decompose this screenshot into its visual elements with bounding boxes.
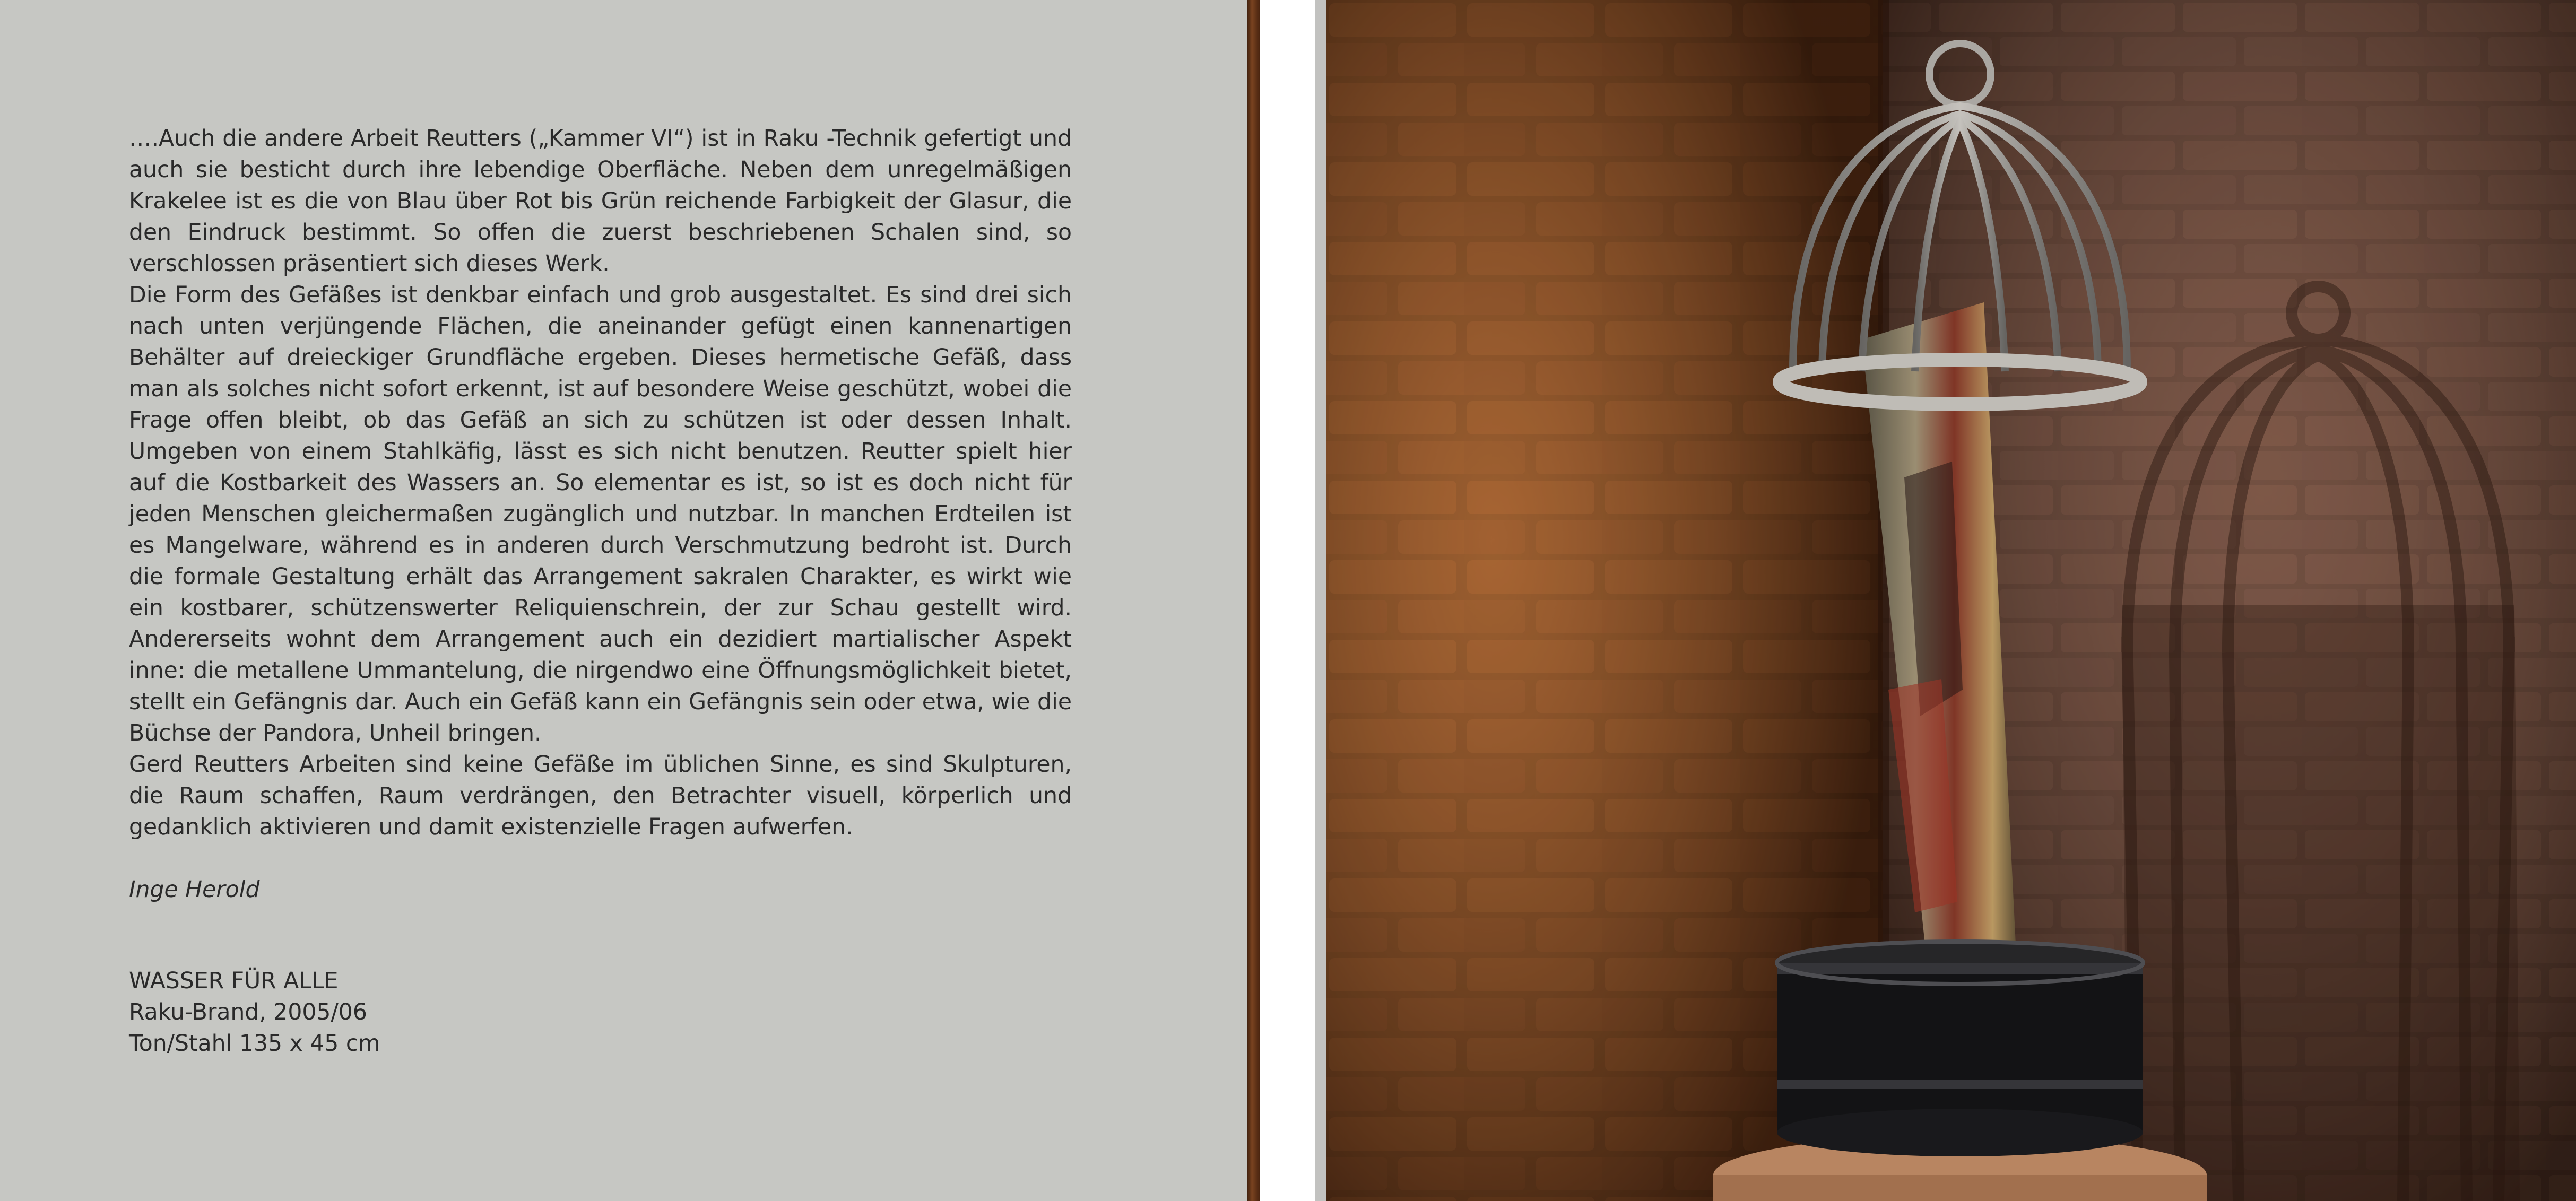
paragraph-1: ….Auch die andere Arbeit Reutters („Kammer VI“) ist in Raku -Technik gefertigt und auch sie besticht durch ihre lebendige Oberfläche. Neben dem unregelmäßigen Krakelee ist es die von Blau über Rot bis Grün reichende Farbigkeit der Glasur, die den Eindruck bestimmt. So offen die zuerst beschriebenen Schalen sind, so verschlossen präsentiert sich dieses Werk.: [129, 126, 1072, 277]
artwork-material-size: Ton/Stahl 135 x 45 cm: [129, 1031, 380, 1057]
paragraph-2: Die Form des Gefäßes ist denkbar einfach und grob ausgestaltet. Es sind drei sich nach unten verjüngende Flächen, die aneinander gefügt einen kannenartigen Behälter auf dreieckiger Grundfläche ergeben. Dieses hermetische Gefäß, dass man als solches nicht sofort erkennt, ist auf besondere Weise geschützt, wobei die Frage offen bleibt, ob das Gefäß an sich zu schützen ist oder dessen Inhalt. Umgeben von einem Stahlkäfig, lässt es sich nicht benutzen. Reutter spielt hier auf die Kostbarkeit des Wassers an. So elementar es ist, so ist es doch nicht für jeden Menschen gleichermaßen zugänglich und nutzbar. In manchen Erdteilen ist es Mangelware, während es in anderen durch Verschmutzung bedroht ist. Durch die formale Gestaltung erhält das Arrangement sakralen Charakter, es wirkt wie ein kostbarer, schützenswerter Reliquienschrein, der zur Schau gestellt wird. Andererseits wohnt dem Arrangement auch ein dezidiert martialischer Aspekt inne: die metallene Ummantelung, die nirgendwo eine Öffnungsmöglichkeit bietet, stellt ein Gefängnis dar. Auch ein Gefäß kann ein Gefängnis sein oder etwa, wie die Büchse der Pandora, Unheil bringen.: [129, 282, 1072, 746]
essay-text: [129, 123, 1072, 906]
spine-line: [1315, 0, 1326, 1201]
artwork-title: WASSER FÜR ALLE: [129, 968, 339, 994]
page-gutter: [1260, 0, 1315, 1201]
photo-bleed-edge: [1247, 0, 1260, 1201]
paragraph-3: Gerd Reutters Arbeiten sind keine Gefäße im üblichen Sinne, es sind Skulpturen, die Raum schaffen, Raum verdrängen, den Betrachter visuell, körperlich und gedanklich aktivieren und damit existenzielle Fragen aufwerfen.: [129, 752, 1072, 840]
left-page: [0, 0, 1247, 1201]
artwork-photo: [1326, 0, 2576, 1201]
author-name: Inge Herold: [129, 877, 260, 903]
artwork-technique: Raku-Brand, 2005/06: [129, 999, 367, 1025]
artwork-caption: [129, 965, 380, 1059]
